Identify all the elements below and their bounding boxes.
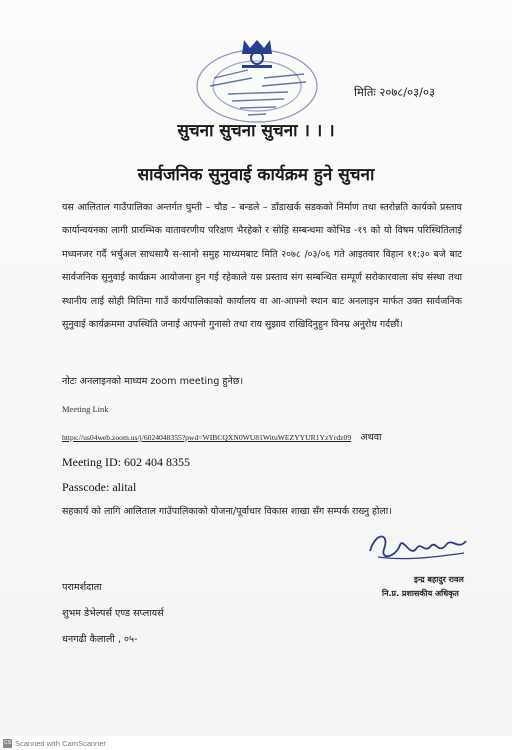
scanner-footer-text: Scanned with CamScanner <box>15 739 106 748</box>
officer-signature <box>366 527 470 567</box>
zoom-note: नोटः अनलाइनको माध्यम zoom meeting हुनेछ। <box>62 376 244 387</box>
meeting-link[interactable]: https://us04web.zoom.us/j/6024048355?pwd=WIBCQXN0WU81WituWEZYYUR1YzYrdz09 <box>62 433 352 442</box>
notice-body-paragraph: यस आलिताल गाउँपालिका अन्तर्गत घुम्ती – चौड – बन्डले – डाँडाखर्क सडकको निर्माण तथा स्तरोन्नति कार्यको प्रस्ताव कार्यान्वयनका लागी प्रारम्भिक वातावरणीय परिक्षण भैरहेको र सोहि सम्बन्धमा कोभिड -१९ को यो विषम परिस्थितिलाई मध्यनजर गर्दै भर्चुअल साधसायै स-सानो समुह माध्यमबाट मिति २०७८ /०३/०६ गते आइतवार विहान ११:३० बजे बाट सार्वजनिक सुनुवाई कार्यक्रम आयोजना हुन गई रहेकाले यस प्रस्ताव संग सम्बन्धित सम्पूर्ण सरोकारवाला संघ संस्था तथा स्थानीय लाई सोही मितिमा गाउँ कार्यपालिकाको कार्यालय वा आ-आफ्नो स्थान बाट अनलाइन मार्फत उक्त सार्वजनिक सुनुवाई कार्यक्रममा उपस्थिति जनाई आफ्नो गुनासो तथा राय सुझाव राखिदिनुहुन विनम्र अनुरोध गर्दछौं। <box>62 202 462 331</box>
notice-repeat-heading: सुचना सुचना सुचना । । । <box>177 121 335 141</box>
notice-date: मितिः २०७८/०३/०३ <box>354 85 435 99</box>
meeting-link-or: अथवा <box>360 432 382 443</box>
camscanner-icon: CS <box>4 740 11 746</box>
meeting-link-label: Meeting Link <box>62 404 109 414</box>
municipality-seal-stamp <box>192 38 322 124</box>
meeting-link-row <box>62 425 482 444</box>
signatory-role: नि.प्र. प्रशासकीय अधिकृत <box>382 589 459 598</box>
notice-main-heading: सार्वजनिक सुनुवाई कार्यक्रम हुने सुचना <box>137 165 375 185</box>
meeting-id: Meeting ID: 602 404 8355 <box>62 455 190 469</box>
advisor-name: शुभम डेभेल्पर्स एण्ड सप्लायर्स <box>62 608 164 619</box>
advisor-address: धनगढी कैलाली , ०५- <box>62 634 138 645</box>
contact-instruction: सहकार्य को लागि आलिताल गाउँपालिकाको योजना/पूर्वाधार विकास शाखा सँग सम्पर्क राख्नु होला। <box>62 506 392 517</box>
scanner-footer <box>3 739 106 748</box>
signatory-name: इन्द्र बहादुर रावल <box>414 575 464 584</box>
meeting-passcode: Passcode: alital <box>62 480 137 494</box>
advisor-heading: परामर्शदाता <box>62 582 102 593</box>
